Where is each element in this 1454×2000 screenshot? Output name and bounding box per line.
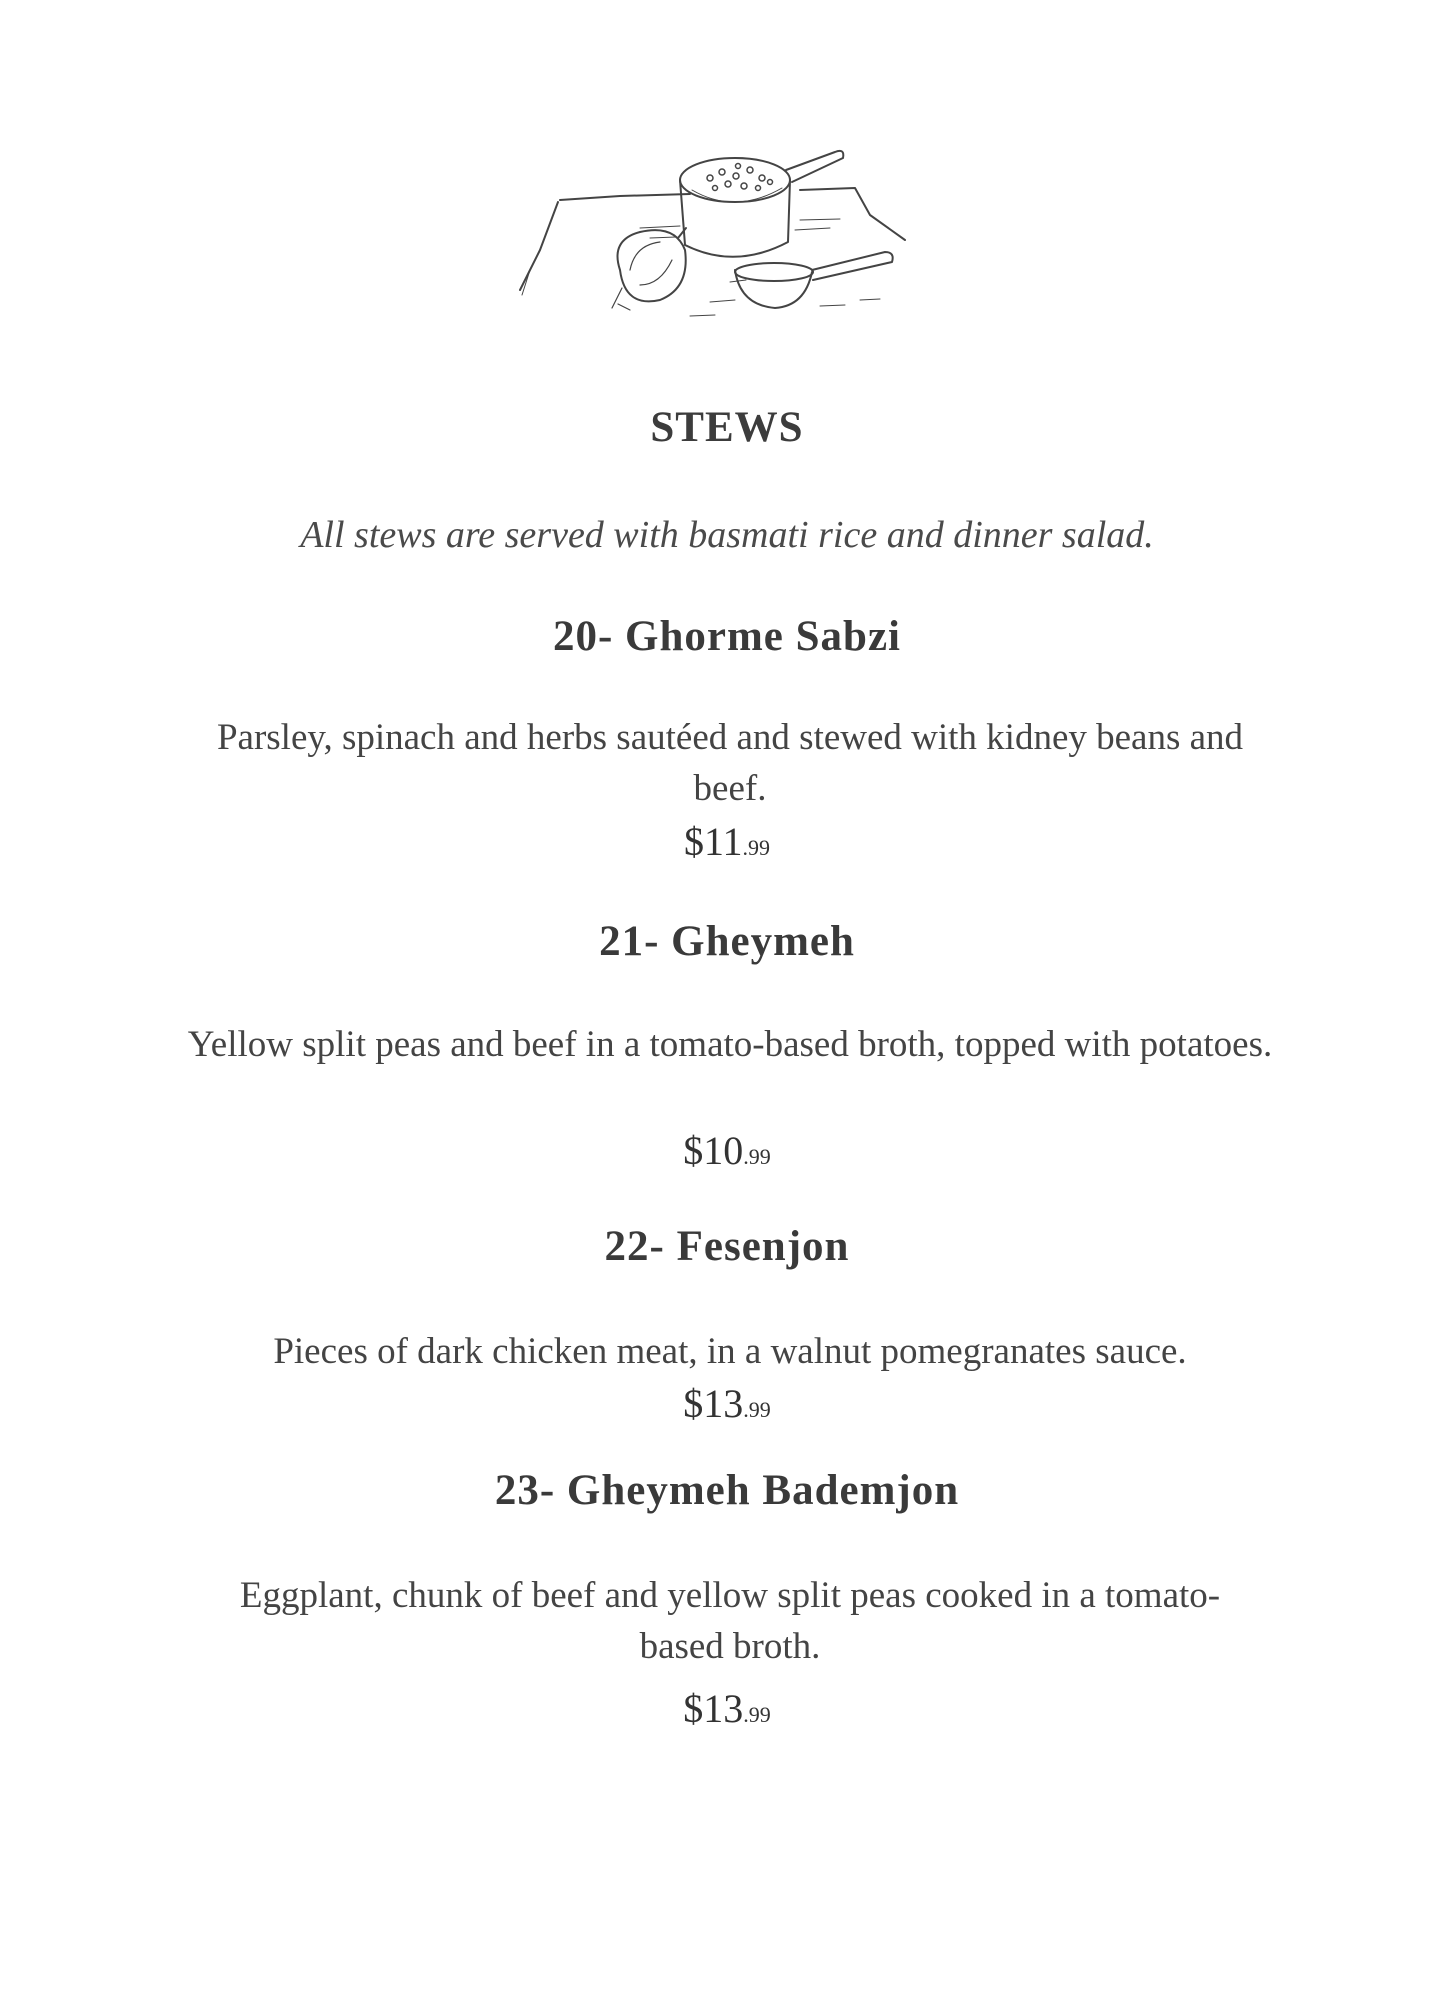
menu-item-description: Pieces of dark chicken meat, in a walnut pomegranates sauce. <box>273 1331 1187 1372</box>
serving-note: All stews are served with basmati rice and dinner salad. <box>300 514 1154 556</box>
price-dollars: $13 <box>683 1381 744 1426</box>
price-dollars: $13 <box>683 1686 744 1731</box>
menu-item-price <box>0 1685 1454 1732</box>
price-dollars: $10 <box>683 1128 744 1173</box>
price-cents: .99 <box>743 1144 771 1169</box>
menu-item-title: 22- Fesenjon <box>604 1223 850 1270</box>
menu-item-description: Eggplant, chunk of beef and yellow split peas cooked in a tomato-based broth. <box>239 1575 1221 1667</box>
menu-item-title: 23- Gheymeh Bademjon <box>494 1467 960 1514</box>
menu-item-title: 20- Ghorme Sabzi <box>552 613 902 660</box>
menu-item-price <box>0 818 1454 865</box>
pot-and-bowls-sketch <box>500 120 920 350</box>
menu-item-description: Yellow split peas and beef in a tomato-based broth, topped with potatoes. <box>187 1024 1273 1065</box>
page-title: STEWS <box>650 404 804 451</box>
price-dollars: $11 <box>683 819 743 864</box>
menu-item-title: 21- Gheymeh <box>599 918 855 965</box>
menu-item-price <box>0 1127 1454 1174</box>
price-cents: .99 <box>743 1702 771 1727</box>
price-cents: .99 <box>742 835 770 860</box>
price-cents: .99 <box>743 1397 771 1422</box>
menu-item-description: Parsley, spinach and herbs sautéed and stewed with kidney beans and beef. <box>216 717 1244 809</box>
menu-item-price <box>0 1380 1454 1427</box>
